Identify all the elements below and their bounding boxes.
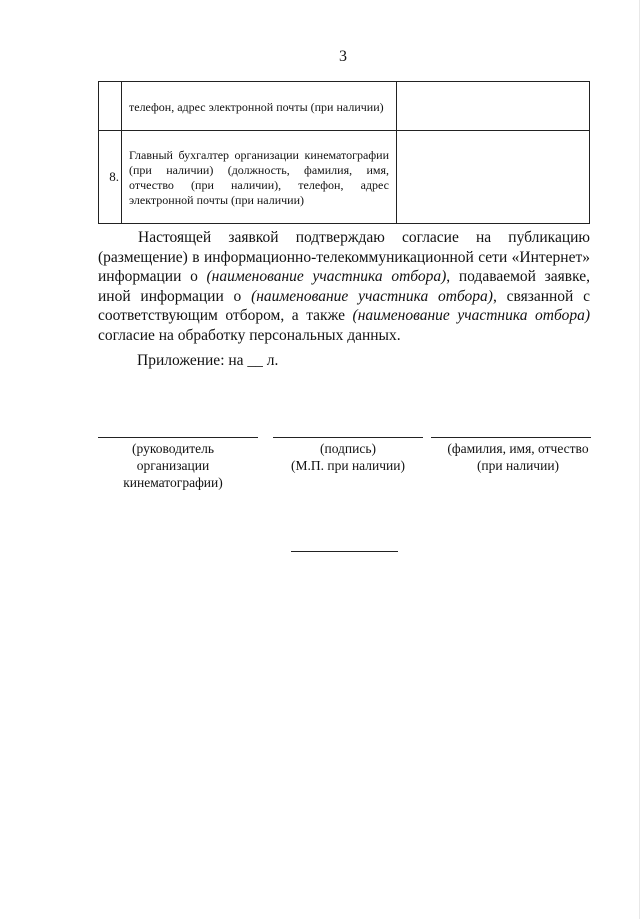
row-description: телефон, адрес электронной почты (при наличии) bbox=[122, 82, 397, 131]
participant-placeholder: (наименование участника отбора) bbox=[352, 307, 590, 324]
label-line: (при наличии) bbox=[476, 458, 560, 473]
row-value-cell bbox=[397, 82, 590, 131]
signature-line-sign bbox=[273, 437, 423, 438]
consent-text: согласие на обработку персональных данных. bbox=[98, 326, 401, 344]
label-line: организации bbox=[136, 458, 210, 473]
row-description: Главный бухгалтер организации кинематографии (при наличии) (должность, фамилия, имя, отчество (при наличии), телефон, адрес электронной почты (при наличии) bbox=[122, 131, 397, 224]
consent-text: Настоящей заявкой подтверждаю согласие на публикацию (размещение) в информационно-телекоммуникационной сети «Интернет» информации о bbox=[98, 229, 590, 285]
closing-rule bbox=[291, 551, 398, 552]
consent-paragraph bbox=[98, 228, 590, 345]
applicant-info-table bbox=[98, 81, 590, 224]
consent-text: , связанной с соответствующим отбором, а также bbox=[98, 287, 590, 324]
consent-text: , подаваемой заявке, иной информации о bbox=[98, 268, 590, 305]
row-number bbox=[99, 82, 122, 131]
signature-label-name bbox=[438, 440, 598, 474]
label-line: (руководитель bbox=[132, 441, 214, 456]
signature-line-name bbox=[431, 437, 591, 438]
label-line: (фамилия, имя, отчество bbox=[447, 441, 589, 456]
signature-line-head bbox=[98, 437, 258, 438]
label-line: кинематографии) bbox=[123, 475, 223, 490]
table-row bbox=[99, 82, 590, 131]
participant-placeholder: (наименование участника отбора) bbox=[251, 287, 493, 305]
label-line: (М.П. при наличии) bbox=[291, 458, 405, 473]
signature-label-head bbox=[98, 440, 248, 491]
row-value-cell bbox=[397, 131, 590, 224]
appendix-line: Приложение: на __ л. bbox=[137, 352, 279, 369]
row-number: 8. bbox=[99, 131, 122, 224]
page-number: 3 bbox=[339, 48, 347, 65]
label-line: (подпись) bbox=[319, 441, 377, 456]
signature-label-sign bbox=[273, 440, 423, 474]
table-row bbox=[99, 131, 590, 224]
participant-placeholder: (наименование участника отбора) bbox=[206, 268, 447, 285]
